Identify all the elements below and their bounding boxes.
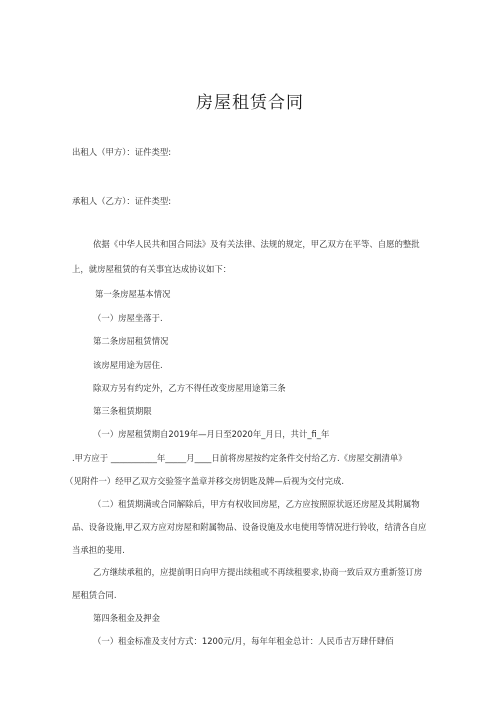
- article-1-item-1: （一）房屋坐落于.: [93, 313, 163, 323]
- article-3-heading: 第三条租赁期限: [93, 406, 152, 416]
- article-3-item-1-line-2: .甲方应于 ___________年_____月____日前将房屋按约定条件交付给乙方.《房屋交割清单》: [72, 453, 407, 463]
- article-3-item-1-line-3: （见附件一）经甲乙双方交验签字盖章并移交房钥匙及牌—后视为交付完成.: [65, 476, 345, 486]
- document-title: 房屋租赁合同: [196, 93, 304, 113]
- article-2-restriction: 除双方另有约定外，乙方不得任改变房屋用途第三条: [93, 383, 286, 393]
- renewal-paragraph-line-2: 屋租赁合同.: [72, 590, 117, 600]
- lessee-line: 承租人（乙方）：证件类型:: [72, 196, 172, 206]
- article-1-heading: 第一条房屋基本情况: [95, 289, 171, 299]
- article-3-item-2-line-3: 当承担的斐用.: [72, 545, 125, 555]
- article-3-item-2-line-1: （二）租赁期满或合同解除后，甲方有权收回房屋，乙方应按照原状返还房屋及其附属物: [93, 499, 420, 509]
- lessor-line: 出租人（甲方）：证件类型:: [72, 147, 172, 157]
- article-4-heading: 第四条租金及押金: [93, 613, 160, 623]
- intro-paragraph-line-2: 上，就房屋租赁的有关事宜达成协议如下：: [72, 264, 232, 274]
- article-2-heading: 第二条房屈租赁情况: [93, 336, 169, 346]
- renewal-paragraph-line-1: 乙方继续承租的，应提前明日向甲方提出续租或不再续租要求,协商一致后双方重新签订房: [93, 567, 423, 577]
- article-3-item-1-line-1: （一）房屋租赁期自2019年—月日至2020年_月日，共计_fi_年: [93, 429, 330, 439]
- article-4-item-1: （一）租金标准及支付方式：1200元/月，每年年租金总计：人民币吉万肆仟肆佰: [93, 636, 394, 646]
- article-2-usage: 该房屋用途为居住.: [93, 360, 163, 370]
- intro-paragraph-line-1: 依据《中华人民共和国合同法》及有关法律、法规的规定，甲乙双方在平等、自愿的整批: [93, 239, 420, 249]
- article-3-item-2-line-2: 品、设备设施,甲乙双方应对房屋和附属物品、设备设施及水电使用等情况进行铃收，结清各自应: [72, 522, 427, 532]
